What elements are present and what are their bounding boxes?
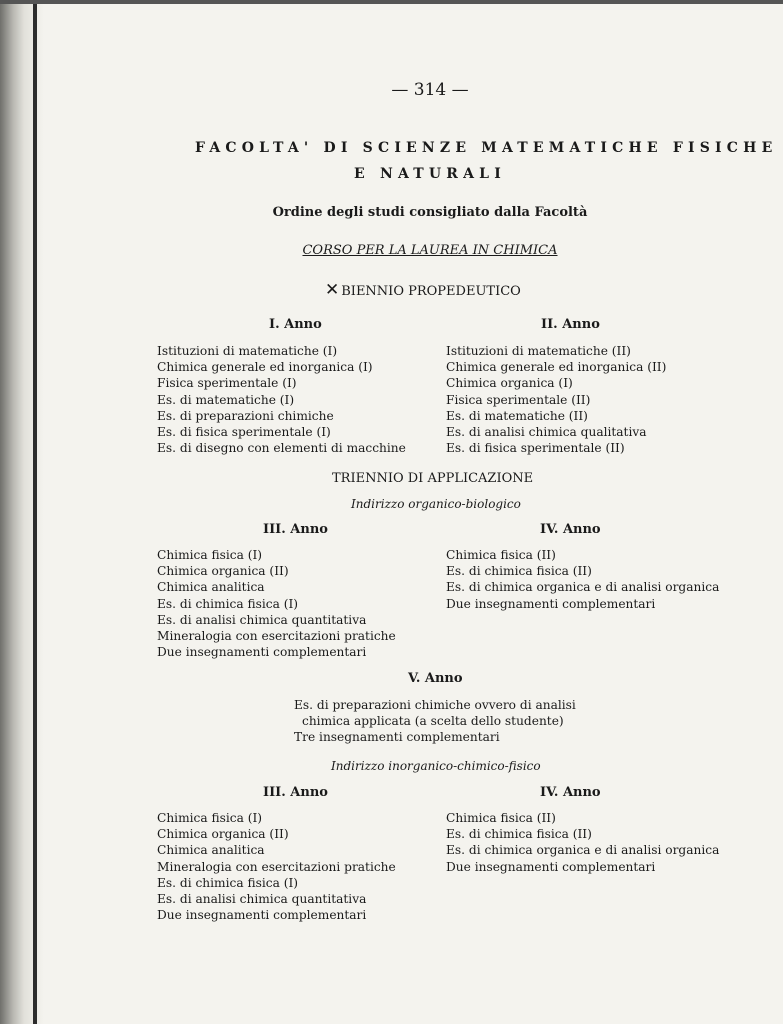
year2-course-list — [446, 343, 666, 456]
biennio-heading-label: BIENNIO PROPEDEUTICO — [341, 284, 521, 299]
list-item: Es. di chimica fisica (II) — [446, 564, 592, 579]
organico-year5-heading: V. Anno — [408, 671, 463, 686]
list-item: Es. di chimica fisica (I) — [157, 875, 299, 890]
list-item: Chimica fisica (I) — [157, 811, 263, 825]
list-item: chimica applicata (a scelta dello studente) — [302, 714, 564, 729]
list-item: Es. di chimica organica e di analisi organica — [446, 843, 720, 858]
list-item: Es. di matematiche (II) — [446, 408, 588, 423]
triennio-heading: TRIENNIO DI APPLICAZIONE — [332, 471, 534, 486]
faculty-title-line2: E NATURALI — [354, 166, 506, 182]
list-item: Istituzioni di matematiche (I) — [157, 344, 338, 358]
organico-year4-heading: IV. Anno — [540, 522, 601, 537]
list-item: Es. di chimica organica e di analisi organica — [446, 580, 720, 595]
list-item: Due insegnamenti complementari — [446, 596, 656, 611]
list-item: Due insegnamenti complementari — [157, 908, 367, 923]
list-item: Fisica sperimentale (II) — [446, 392, 591, 407]
year2-heading: II. Anno — [541, 317, 600, 332]
year1-course-list — [157, 343, 406, 456]
list-item: Es. di chimica fisica (II) — [446, 827, 592, 842]
list-item: Chimica organica (II) — [157, 827, 289, 842]
list-item: Chimica generale ed inorganica (I) — [157, 360, 373, 375]
list-item: Due insegnamenti complementari — [446, 859, 656, 874]
list-item: Es. di analisi chimica qualitativa — [446, 425, 647, 440]
study-order-subtitle: Ordine degli studi consigliato dalla Facoltà — [272, 205, 588, 220]
list-item: Es. di fisica sperimentale (II) — [446, 441, 625, 456]
list-item: Es. di analisi chimica quantitativa — [157, 892, 367, 907]
inorganico-year3-course-list — [157, 810, 396, 923]
organico-year5-course-list — [294, 697, 576, 746]
inorganico-year4-course-list — [446, 810, 719, 875]
list-item: Es. di analisi chimica quantitativa — [157, 612, 367, 627]
organico-biologico-heading: Indirizzo organico-biologico — [351, 497, 521, 511]
list-item: Es. di preparazioni chimiche — [157, 408, 334, 423]
list-item: Mineralogia con esercitazioni pratiche — [157, 629, 396, 644]
list-item: Mineralogia con esercitazioni pratiche — [157, 859, 396, 874]
binding-edge — [33, 0, 37, 1024]
list-item: Chimica organica (II) — [157, 564, 289, 579]
list-item: Chimica fisica (I) — [157, 548, 263, 562]
list-item: Es. di disegno con elementi di macchine — [157, 441, 406, 456]
list-item: Chimica generale ed inorganica (II) — [446, 360, 667, 375]
biennio-heading — [325, 280, 521, 300]
inorganico-year4-heading: IV. Anno — [540, 785, 601, 800]
handwritten-cross-mark: ✕ — [325, 280, 340, 300]
organico-year3-heading: III. Anno — [263, 522, 328, 537]
list-item: Es. di matematiche (I) — [157, 392, 295, 407]
list-item: Chimica analitica — [157, 843, 265, 858]
list-item: Es. di chimica fisica (I) — [157, 596, 299, 611]
book-spine-shadow — [0, 0, 44, 1024]
year1-heading: I. Anno — [269, 317, 322, 332]
list-item: Es. di fisica sperimentale (I) — [157, 425, 331, 440]
page-top-edge — [0, 0, 783, 4]
list-item: Fisica sperimentale (I) — [157, 376, 297, 391]
organico-year4-course-list — [446, 547, 719, 612]
list-item: Chimica organica (I) — [446, 376, 573, 391]
inorganico-year3-heading: III. Anno — [263, 785, 328, 800]
list-item: Chimica analitica — [157, 580, 265, 595]
inorganico-heading: Indirizzo inorganico-chimico-fisico — [331, 759, 541, 773]
list-item: Es. di preparazioni chimiche ovvero di analisi — [294, 698, 576, 712]
course-title: CORSO PER LA LAUREA IN CHIMICA — [302, 243, 558, 258]
list-item: Due insegnamenti complementari — [157, 645, 367, 660]
list-item: Chimica fisica (II) — [446, 548, 556, 562]
list-item: Istituzioni di matematiche (II) — [446, 344, 631, 358]
faculty-title-line1: FACOLTA' DI SCIENZE MATEMATICHE FISICHE — [195, 140, 778, 156]
list-item: Chimica fisica (II) — [446, 811, 556, 825]
list-item: Tre insegnamenti complementari — [294, 730, 500, 745]
page-number: — 314 — — [391, 80, 469, 100]
organico-year3-course-list — [157, 547, 396, 660]
